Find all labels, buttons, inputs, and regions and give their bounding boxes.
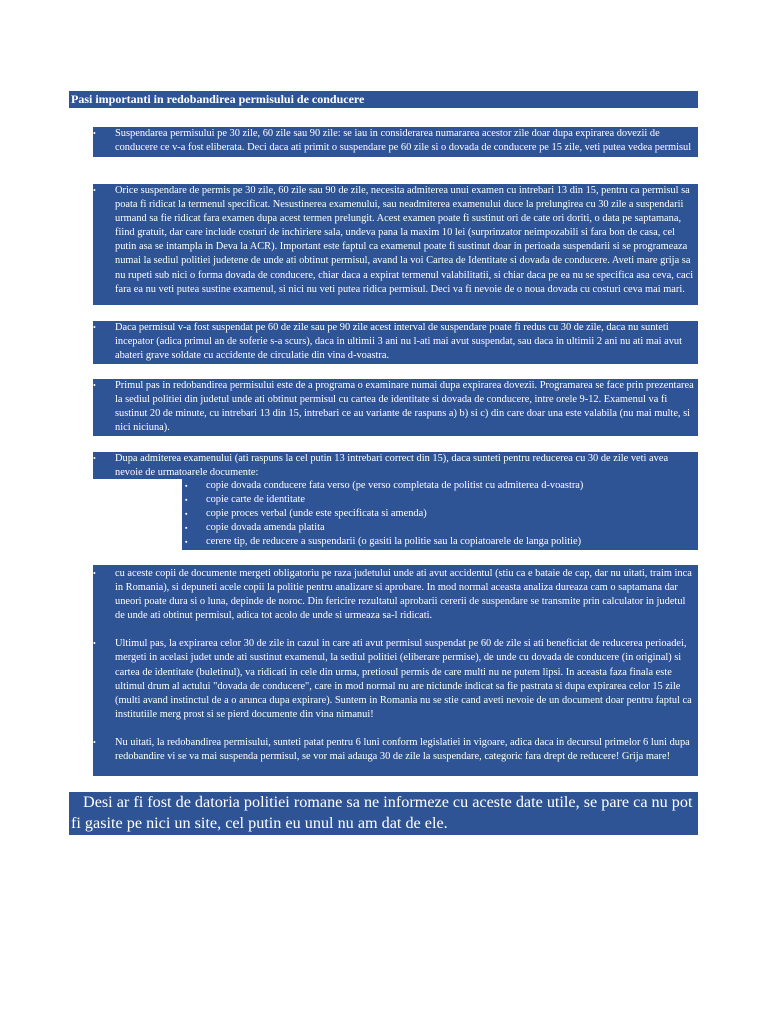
document-text: copie proces verbal (unde este specificata si amenda) xyxy=(206,508,427,519)
bullet-icon: • xyxy=(93,639,96,649)
document-text: copie carte de identitate xyxy=(206,494,305,505)
steps-list-3 xyxy=(93,321,698,364)
document-item xyxy=(182,479,698,493)
closing-note-text: Desi ar fi fost de datoria politiei romane sa ne informeze cu aceste date utile, se pare ca nu pot fi gasite pe nici un site, cel putin eu unul nu am dat de ele. xyxy=(71,793,693,832)
list-item xyxy=(93,127,698,169)
document-item xyxy=(182,521,698,535)
document-text: copie dovada amenda platita xyxy=(206,522,325,533)
list-item xyxy=(93,321,698,363)
item-text: Daca permisul v-a fost suspendat pe 60 de zile sau pe 90 zile acest interval de suspendare poate fi redus cu 30 de zile, daca nu sunteti incepator (adica primul an de soferie s-a scurs), daca in ultimii 3 ani nu l-ati mai avut suspendat, sau daca in ultimii 2 ani nu ati mai avut abateri grave soldate cu accidente de circulatie din vina d-voastra. xyxy=(115,322,682,362)
item-text: Orice suspendare de permis pe 30 zile, 60 zile sau 90 de zile, necesita admiterea unui examen cu intrebari 13 din 15, pentru ca permisul sa poata fi ridicat la termenul specificat. Nesustinerea examenului, sau neadmiterea examenului duce la prelungirea cu 30 zile a suspendarii urmand sa fie ridicat fara examen dupa acest termen prelungit. Acest examen poate fi sustinut ori de cate ori doriti, o data pe saptamana, fiind gratuit, dar care include costuri de inchiriere sala, undeva pana la maxim 10 lei (surprinzator neimpozabili si fara bon de casa, cel putin asa se intampla in Deva la ACR). Important este faptul ca examenul poate fi sustinut doar in perioada suspendarii si se programeaza numai la sediul politiei judetene de unde ati obtinut permisul, avand la voi Cartea de Identitate si dovada de conducere. Aveti mare grija sa nu rupeti sub nici o forma dovada de conducere, chiar daca a expirat termenul valabilitatii, si chiar daca pe ea nu se specifica asa ceva, caci fara ea nu veti putea sustine examenul, si nici nu veti putea ridica permisul. Deci va fi nevoie de o noua dovada cu costuri ceva mai mari. xyxy=(115,185,694,295)
closing-note xyxy=(69,792,698,835)
item-text: Dupa admiterea examenului (ati raspuns la cel putin 13 intrebari correct din 15), daca sunteti pentru reducerea cu 30 de zile veti avea nevoie de urmatoarele documente: xyxy=(115,453,669,479)
item-text: Nu uitati, la redobandirea permisului, sunteti patat pentru 6 luni conform legislatiei in vigoare, adica daca in decursul primelor 6 luni dupa redobandire vi se va mai suspenda permisul, se vor mai adauga 30 de zile la suspendare, categoric fara drept de reducere! Grija mare! xyxy=(115,736,690,763)
bullet-icon: • xyxy=(93,323,96,332)
bullet-icon: • xyxy=(93,381,96,390)
list-item xyxy=(93,452,698,480)
list-item xyxy=(93,184,698,297)
bullet-icon: • xyxy=(93,569,96,578)
list-item xyxy=(93,379,698,435)
steps-list-2 xyxy=(93,184,698,305)
page-title: Pasi importanti in redobandirea permisului de conducere xyxy=(69,91,698,108)
documents-list xyxy=(182,479,698,550)
bullet-icon: • xyxy=(93,129,96,138)
document-item xyxy=(182,535,698,549)
item-text: Primul pas in redobandirea permisului este de a programa o examinare numai dupa expirarea dovezii. Programarea se face prin prezentarea la sediul politiei din judetul unde ati obtinut permisul cu cartea de identitate si dovada de conducere, intre orele 9-12. Examenul va fi sustinut 20 de minute, cu intrebari 13 din 15, intrebari ce au variante de raspuns a) b) si c) din care doar una este valabila (nu mai multe, si nici niciuna). xyxy=(115,380,694,434)
bullet-icon: • xyxy=(93,454,96,463)
list-item xyxy=(93,567,698,623)
bullet-icon: • xyxy=(93,186,96,195)
document-text: cerere tip, de reducere a suspendarii (o gasiti la politie sau la copiatoarele de langa politie) xyxy=(206,536,582,547)
item-text: Suspendarea permisului pe 30 zile, 60 zile sau 90 zile: se iau in considerarea numararea acestor zile doar dupa expirarea dovezii de conducere ce v-a fost eliberata. Deci daca ati primit o suspendare pe 60 zile si o dovada de conducere pe 15 zile, veti putea vedea permisul in mana doar dupa 75 de zile. xyxy=(115,128,692,168)
square-bullet-icon: ▪ xyxy=(185,510,188,518)
square-bullet-icon: ▪ xyxy=(185,482,188,490)
square-bullet-icon: ▪ xyxy=(185,538,188,546)
document-item xyxy=(182,493,698,507)
list-item xyxy=(93,637,698,722)
item-text: Ultimul pas, la expirarea celor 30 de zile in cazul in care ati avut permisul suspendat pe 60 de zile si ati beneficiat de reducerea perioadei, mergeti in acelasi judet unde ati sustinut examenul, la sediul politiei (eliberare permise), de unde cu dovada de conducere (in original) si cartea de identitate (buletinul), va ridicati in cele din urma, pretiosul permis de care multi nu ne putem lipsi. In aceasta faza finala este ultimul drum al actului "dovada de conducere", care in mod normal nu are niciunde indicat sa fie pastrata si dupa expirarea celor 15 zile (multi avand instinctul de a o arunca dupa expirare). Suntem in Romania nu se stie cand aveti nevoie de un document doar pentru faptul ca institutiile merg prost si se pierd documente din vina nimanui! xyxy=(115,638,692,720)
square-bullet-icon: ▪ xyxy=(185,496,188,504)
square-bullet-icon: ▪ xyxy=(185,524,188,532)
document-text: copie dovada conducere fata verso (pe verso completata de politist cu admiterea d-voastra) xyxy=(206,480,584,491)
document-item xyxy=(182,507,698,521)
steps-list-6 xyxy=(93,565,698,776)
steps-list-1 xyxy=(93,127,698,168)
item-text: cu aceste copii de documente mergeti obligatoriu pe raza judetului unde ati avut accidentul (stiu ca e bataie de cap, dar nu uitati, traim inca in Romania), si depuneti acele copii la politie pentru analizare si aprobare. In mod normal aceasta analiza dureaza cam o saptamana dar uneori poate dura si o luna, depinde de noroc. Din fericire rezultatul aprobarii cererii de suspendare se transmite prin calculator in judetul de unde ati obtinut permisul, adica tot acolo de unde si urmeaza sa-l ridicati. xyxy=(115,568,692,622)
bullet-icon: • xyxy=(93,737,96,747)
steps-list-5 xyxy=(93,452,698,479)
list-item xyxy=(93,736,698,764)
steps-list-4 xyxy=(93,379,698,436)
